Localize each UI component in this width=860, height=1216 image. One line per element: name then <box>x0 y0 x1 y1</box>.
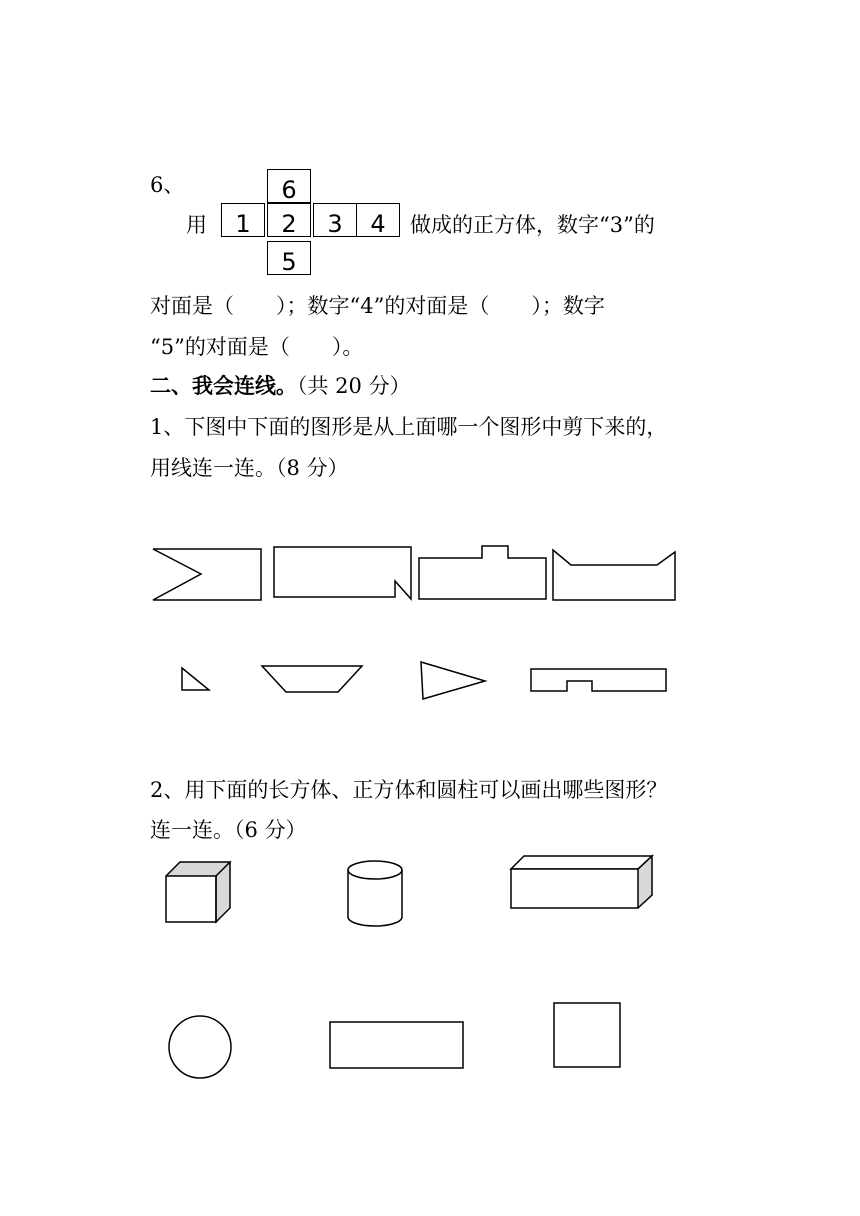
q6-line2: 对面是（ ）；数字“4”的对面是（ ）；数字 <box>150 294 605 318</box>
tab-rectangle-icon[interactable] <box>419 546 546 599</box>
q1-line2: 用线连一连。（8 分） <box>150 456 349 480</box>
net-cell-center: 2 <box>267 203 311 237</box>
cuboid-icon[interactable] <box>511 856 652 908</box>
v-notch-rectangle-icon[interactable] <box>553 550 675 600</box>
net-cell-top: 6 <box>267 169 311 203</box>
q6-number: 6、 <box>150 173 185 197</box>
q1-line1: 1、下图中下面的图形是从上面哪一个图形中剪下来的， <box>150 415 668 439</box>
q6-line3: “5”的对面是（ ）。 <box>150 335 364 359</box>
net-cell-left: 1 <box>221 203 265 237</box>
rectangle-icon[interactable] <box>330 1022 463 1068</box>
cylinder-icon[interactable] <box>348 861 402 926</box>
cube-icon[interactable] <box>166 862 230 922</box>
q2-line2: 连一连。（6 分） <box>150 818 307 842</box>
section2-heading: 二、我会连线。 <box>150 373 297 398</box>
square-icon[interactable] <box>554 1003 620 1067</box>
circle-icon[interactable] <box>169 1016 231 1078</box>
net-cell-right2: 4 <box>356 203 400 237</box>
trapezoid-icon[interactable] <box>262 666 362 692</box>
arrow-triangle-icon[interactable] <box>421 662 485 699</box>
notched-bar-icon[interactable] <box>531 669 666 691</box>
q6-prefix: 用 <box>186 213 207 237</box>
section2-points: （共 20 分） <box>297 374 411 398</box>
q2-line1: 2、用下面的长方体、正方体和圆柱可以画出哪些图形？ <box>150 778 668 802</box>
net-cell-right1: 3 <box>313 203 357 237</box>
net-cell-bottom: 5 <box>267 241 311 275</box>
q6-suffix: 做成的正方体，数字“3”的 <box>410 213 655 237</box>
corner-cut-rectangle-icon[interactable] <box>274 547 411 599</box>
notched-rectangle-icon[interactable] <box>153 549 261 600</box>
small-triangle-icon[interactable] <box>182 668 209 690</box>
